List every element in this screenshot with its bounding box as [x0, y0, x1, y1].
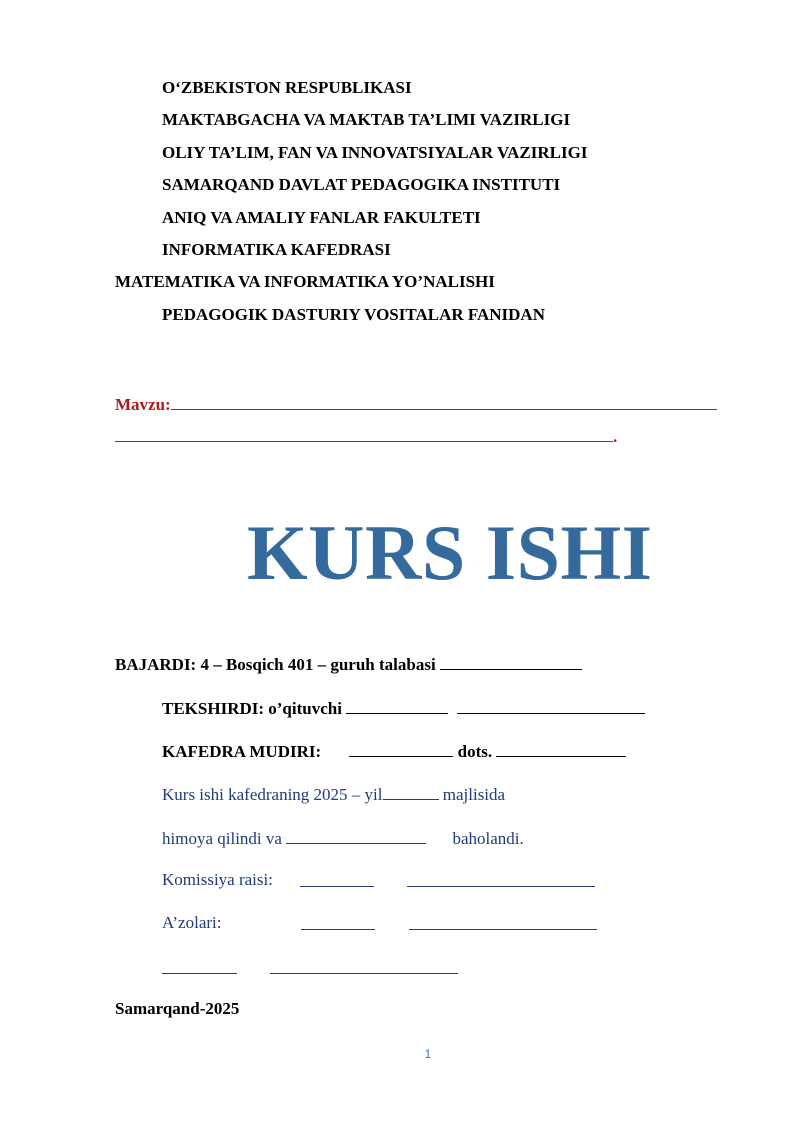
topic-blank-2 — [115, 425, 613, 442]
head-of-department-line — [162, 740, 626, 762]
commission-chair-line — [162, 870, 273, 890]
topic-line — [115, 393, 717, 415]
commission-member-blank-3 — [162, 957, 237, 974]
city-year: Samarqand-2025 — [115, 999, 240, 1018]
performer-line — [115, 653, 582, 675]
head-of-department-label: KAFEDRA MUDIRI: — [162, 742, 322, 761]
commission-chair-blank-2 — [407, 870, 595, 887]
page-number: 1 — [424, 1047, 432, 1061]
checker-line — [162, 697, 645, 719]
grade-blank — [286, 827, 426, 844]
header-line-institute: SAMARQAND DAVLAT PEDAGOGIKA INSTITUTI — [162, 175, 561, 194]
header-line-direction: MATEMATIKA VA INFORMATIKA YO’NALISHI — [115, 272, 495, 291]
dots-label: dots. — [457, 742, 493, 761]
topic-blank-1 — [171, 393, 717, 410]
commission-member-blank-1 — [301, 913, 375, 930]
header-line-ministry-republic: O‘ZBEKISTON RESPUBLIKASI — [162, 78, 412, 97]
topic-end-mark: . — [613, 427, 618, 446]
header-line-preschool-ministry: MAKTABGACHA VA MAKTAB TA’LIMI VAZIRLIGI — [162, 110, 571, 129]
commission-members-label: A’zolari: — [162, 913, 222, 932]
head-of-department-blank-1 — [349, 740, 453, 757]
topic-label: Mavzu: — [115, 395, 171, 414]
defense-date-blank — [383, 783, 439, 800]
defense-line-2 — [162, 827, 524, 849]
commission-member-blank-4 — [270, 957, 458, 974]
header-line-faculty: ANIQ VA AMALIY FANLAR FAKULTETI — [162, 208, 481, 227]
topic-line-2 — [115, 425, 617, 447]
defense-line-2-end: baholandi. — [452, 829, 524, 848]
head-of-department-blank-2 — [496, 740, 626, 757]
defense-line-1 — [162, 783, 505, 805]
checker-label: TEKSHIRDI: o’qituvchi — [162, 699, 342, 718]
defense-line-1-start: Kurs ishi kafedraning 2025 – yil — [162, 785, 383, 804]
commission-members-line — [162, 913, 221, 933]
commission-chair-blank-1 — [300, 870, 374, 887]
performer-blank — [440, 653, 582, 670]
commission-member-blank-2 — [409, 913, 597, 930]
header-line-department: INFORMATIKA KAFEDRASI — [162, 240, 391, 259]
checker-blank-2 — [457, 697, 645, 714]
header-line-higher-ed-ministry: OLIY TA’LIM, FAN VA INNOVATSIYALAR VAZIRLIGI — [162, 143, 588, 162]
commission-chair-label: Komissiya raisi: — [162, 870, 273, 889]
document-title: KURS ISHI — [247, 509, 653, 596]
performer-label: BAJARDI: 4 – Bosqich 401 – guruh talabasi — [115, 655, 436, 674]
defense-line-2-start: himoya qilindi va — [162, 829, 282, 848]
checker-blank-1 — [346, 697, 448, 714]
defense-line-1-end: majlisida — [442, 785, 506, 804]
header-line-subject: PEDAGOGIK DASTURIY VOSITALAR FANIDAN — [162, 305, 545, 324]
